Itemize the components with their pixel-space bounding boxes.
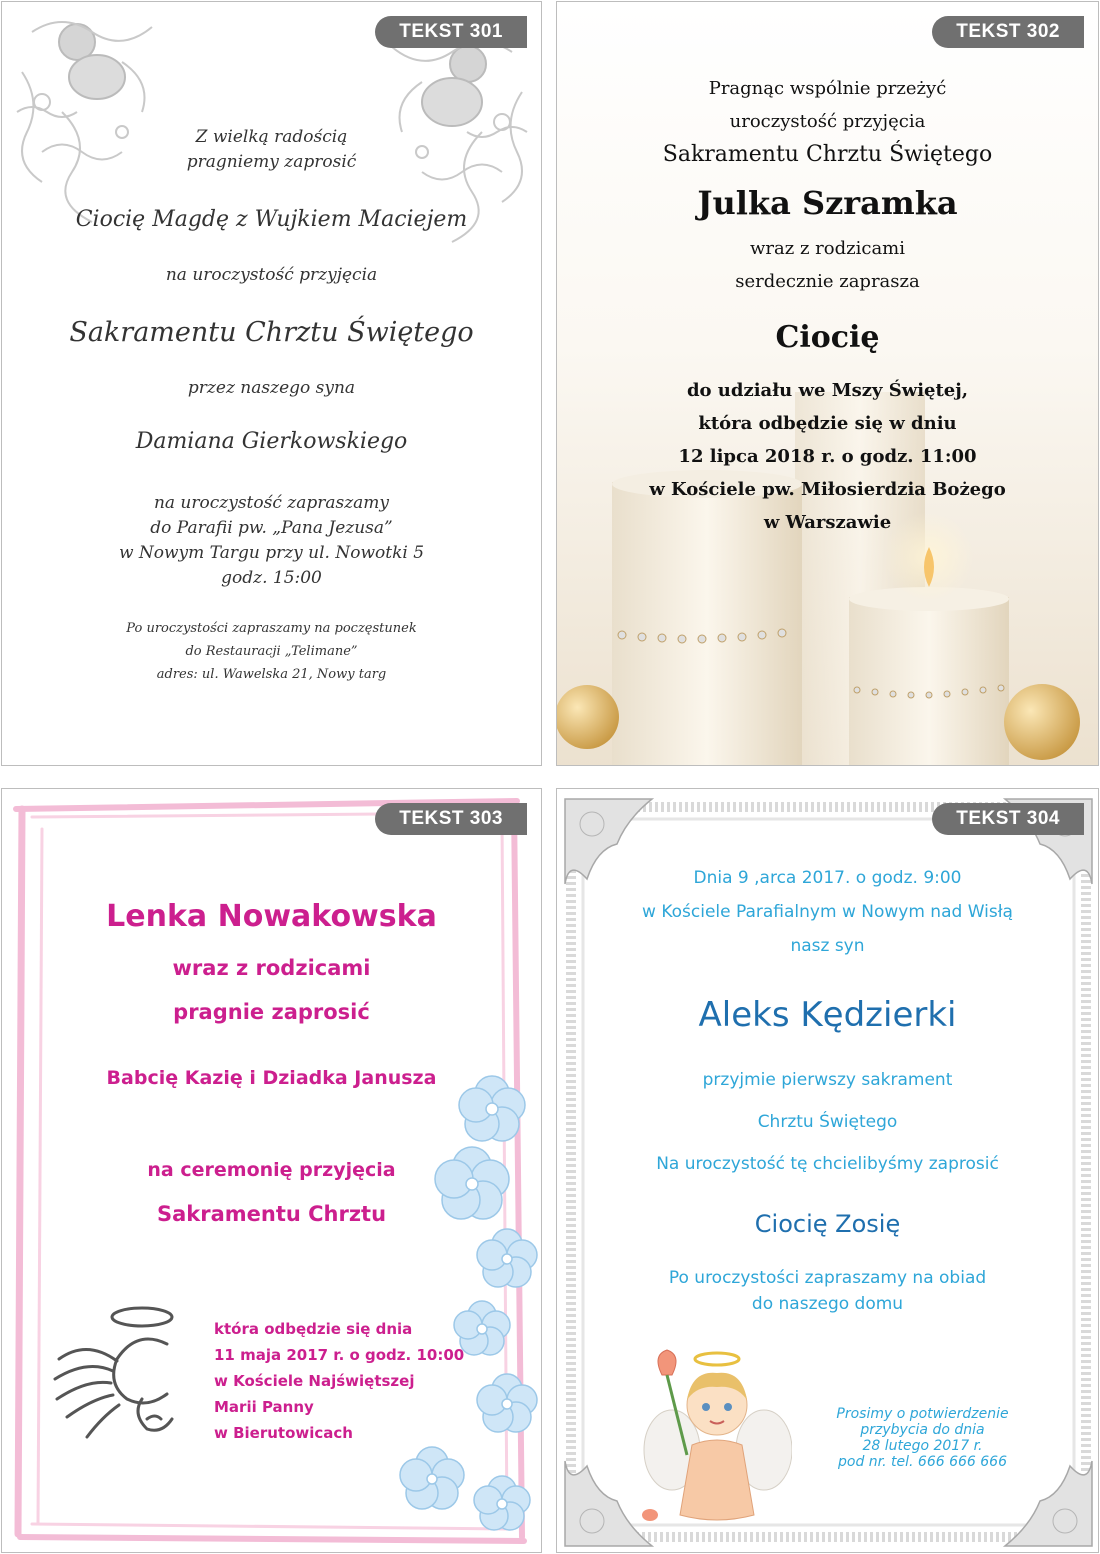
angel-outline-icon: [47, 1299, 197, 1449]
text-line: w Nowym Targu przy ul. Nowotki 5: [118, 543, 425, 563]
text-line: na uroczystość przyjęcia: [165, 265, 378, 285]
child-name: Lenka Nowakowska: [106, 899, 437, 934]
text-line: adres: ul. Wawelska 21, Nowy targ: [156, 667, 387, 682]
child-name: Aleks Kędzierki: [698, 995, 957, 1035]
text-line: w Kościele Najświętszej: [214, 1372, 415, 1390]
text-line: do udziału we Mszy Świętej,: [686, 380, 969, 401]
text-line: Prosimy o potwierdzenie: [836, 1406, 1009, 1422]
text-line: w Kościele Parafialnym w Nowym nad Wisłą: [642, 902, 1013, 922]
invitation-text: [557, 72, 1098, 539]
text-line: przybycia do dnia: [860, 1422, 985, 1438]
text-line: przez naszego syna: [187, 378, 356, 398]
invitation-text: [2, 125, 541, 686]
child-name: Julka Szramka: [697, 184, 958, 222]
text-line: Z wielką radością: [195, 127, 348, 147]
text-line: pragnie zaprosić: [173, 1000, 370, 1024]
text-line: do naszego domu: [751, 1294, 904, 1314]
card-label: TEKST 302: [932, 16, 1084, 48]
sacrament-title: Sakramentu Chrztu Świętego: [662, 142, 993, 167]
card-label: TEKST 303: [375, 803, 527, 835]
sacrament-title: Sakramentu Chrztu: [156, 1202, 387, 1226]
text-line: godz. 15:00: [221, 568, 322, 588]
text-line: na ceremonię przyjęcia: [147, 1159, 396, 1181]
angel-figure-icon: [642, 1345, 792, 1525]
text-line: pod nr. tel. 666 666 666: [838, 1454, 1007, 1470]
ceremony-details: [214, 1316, 464, 1446]
text-line: 11 maja 2017 r. o godz. 10:00: [214, 1346, 465, 1364]
text-line: pragniemy zaprosić: [186, 152, 357, 172]
text-line: w Warszawie: [763, 512, 892, 533]
guest-name: Ciocię Magdę z Wujkiem Maciejem: [75, 207, 468, 232]
text-line: Po uroczystości zapraszamy na poczęstunek: [126, 621, 417, 636]
text-line: 28 lutego 2017 r.: [862, 1438, 983, 1454]
text-line: Marii Panny: [214, 1398, 314, 1416]
text-line: do Parafii pw. „Pana Jezusa”: [150, 518, 393, 538]
guest-name: Babcię Kazię i Dziadka Janusza: [106, 1067, 437, 1089]
card-label: TEKST 304: [932, 803, 1084, 835]
text-line: Dnia 9 ,arca 2017. o godz. 9:00: [693, 868, 962, 888]
text-line: Po uroczystości zapraszamy na obiad: [668, 1268, 987, 1288]
text-line: która odbędzie się dnia: [214, 1320, 413, 1338]
text-line: która odbędzie się w dniu: [698, 413, 957, 434]
invitation-card-301[interactable]: [1, 1, 542, 766]
text-line: Na uroczystość tę chcielibyśmy zaprosić: [656, 1154, 999, 1174]
text-line: w Kościele pw. Miłosierdzia Bożego: [649, 479, 1006, 500]
guest-name: Ciocię Zosię: [754, 1210, 901, 1238]
text-line: uroczystość przyjęcia: [729, 111, 926, 132]
card-label: TEKST 301: [375, 16, 527, 48]
text-line: wraz z rodzicami: [172, 956, 371, 980]
text-line: Pragnąc wspólnie przeżyć: [708, 78, 947, 99]
text-line: przyjmie pierwszy sakrament: [702, 1070, 953, 1090]
text-line: serdecznie zaprasza: [735, 271, 920, 292]
invitation-card-302[interactable]: [556, 1, 1099, 766]
text-line: do Restauracji „Telimane”: [185, 644, 358, 659]
text-line: na uroczystość zapraszamy: [153, 493, 390, 513]
guest-name: Ciocię: [775, 320, 880, 355]
invitation-card-304[interactable]: [556, 788, 1099, 1553]
sacrament-title: Sakramentu Chrztu Świętego: [69, 317, 474, 348]
rsvp-details: [807, 1406, 1038, 1470]
text-line: Chrztu Świętego: [757, 1112, 898, 1132]
text-line: nasz syn: [790, 936, 865, 956]
text-line: 12 lipca 2018 r. o godz. 11:00: [678, 446, 977, 467]
child-name: Damiana Gierkowskiego: [135, 429, 408, 454]
invitation-text: [557, 861, 1098, 1317]
invitation-card-303[interactable]: [1, 788, 542, 1553]
invitation-text: [2, 897, 541, 1229]
text-line: wraz z rodzicami: [750, 238, 905, 259]
text-line: w Bierutowicach: [214, 1424, 353, 1442]
